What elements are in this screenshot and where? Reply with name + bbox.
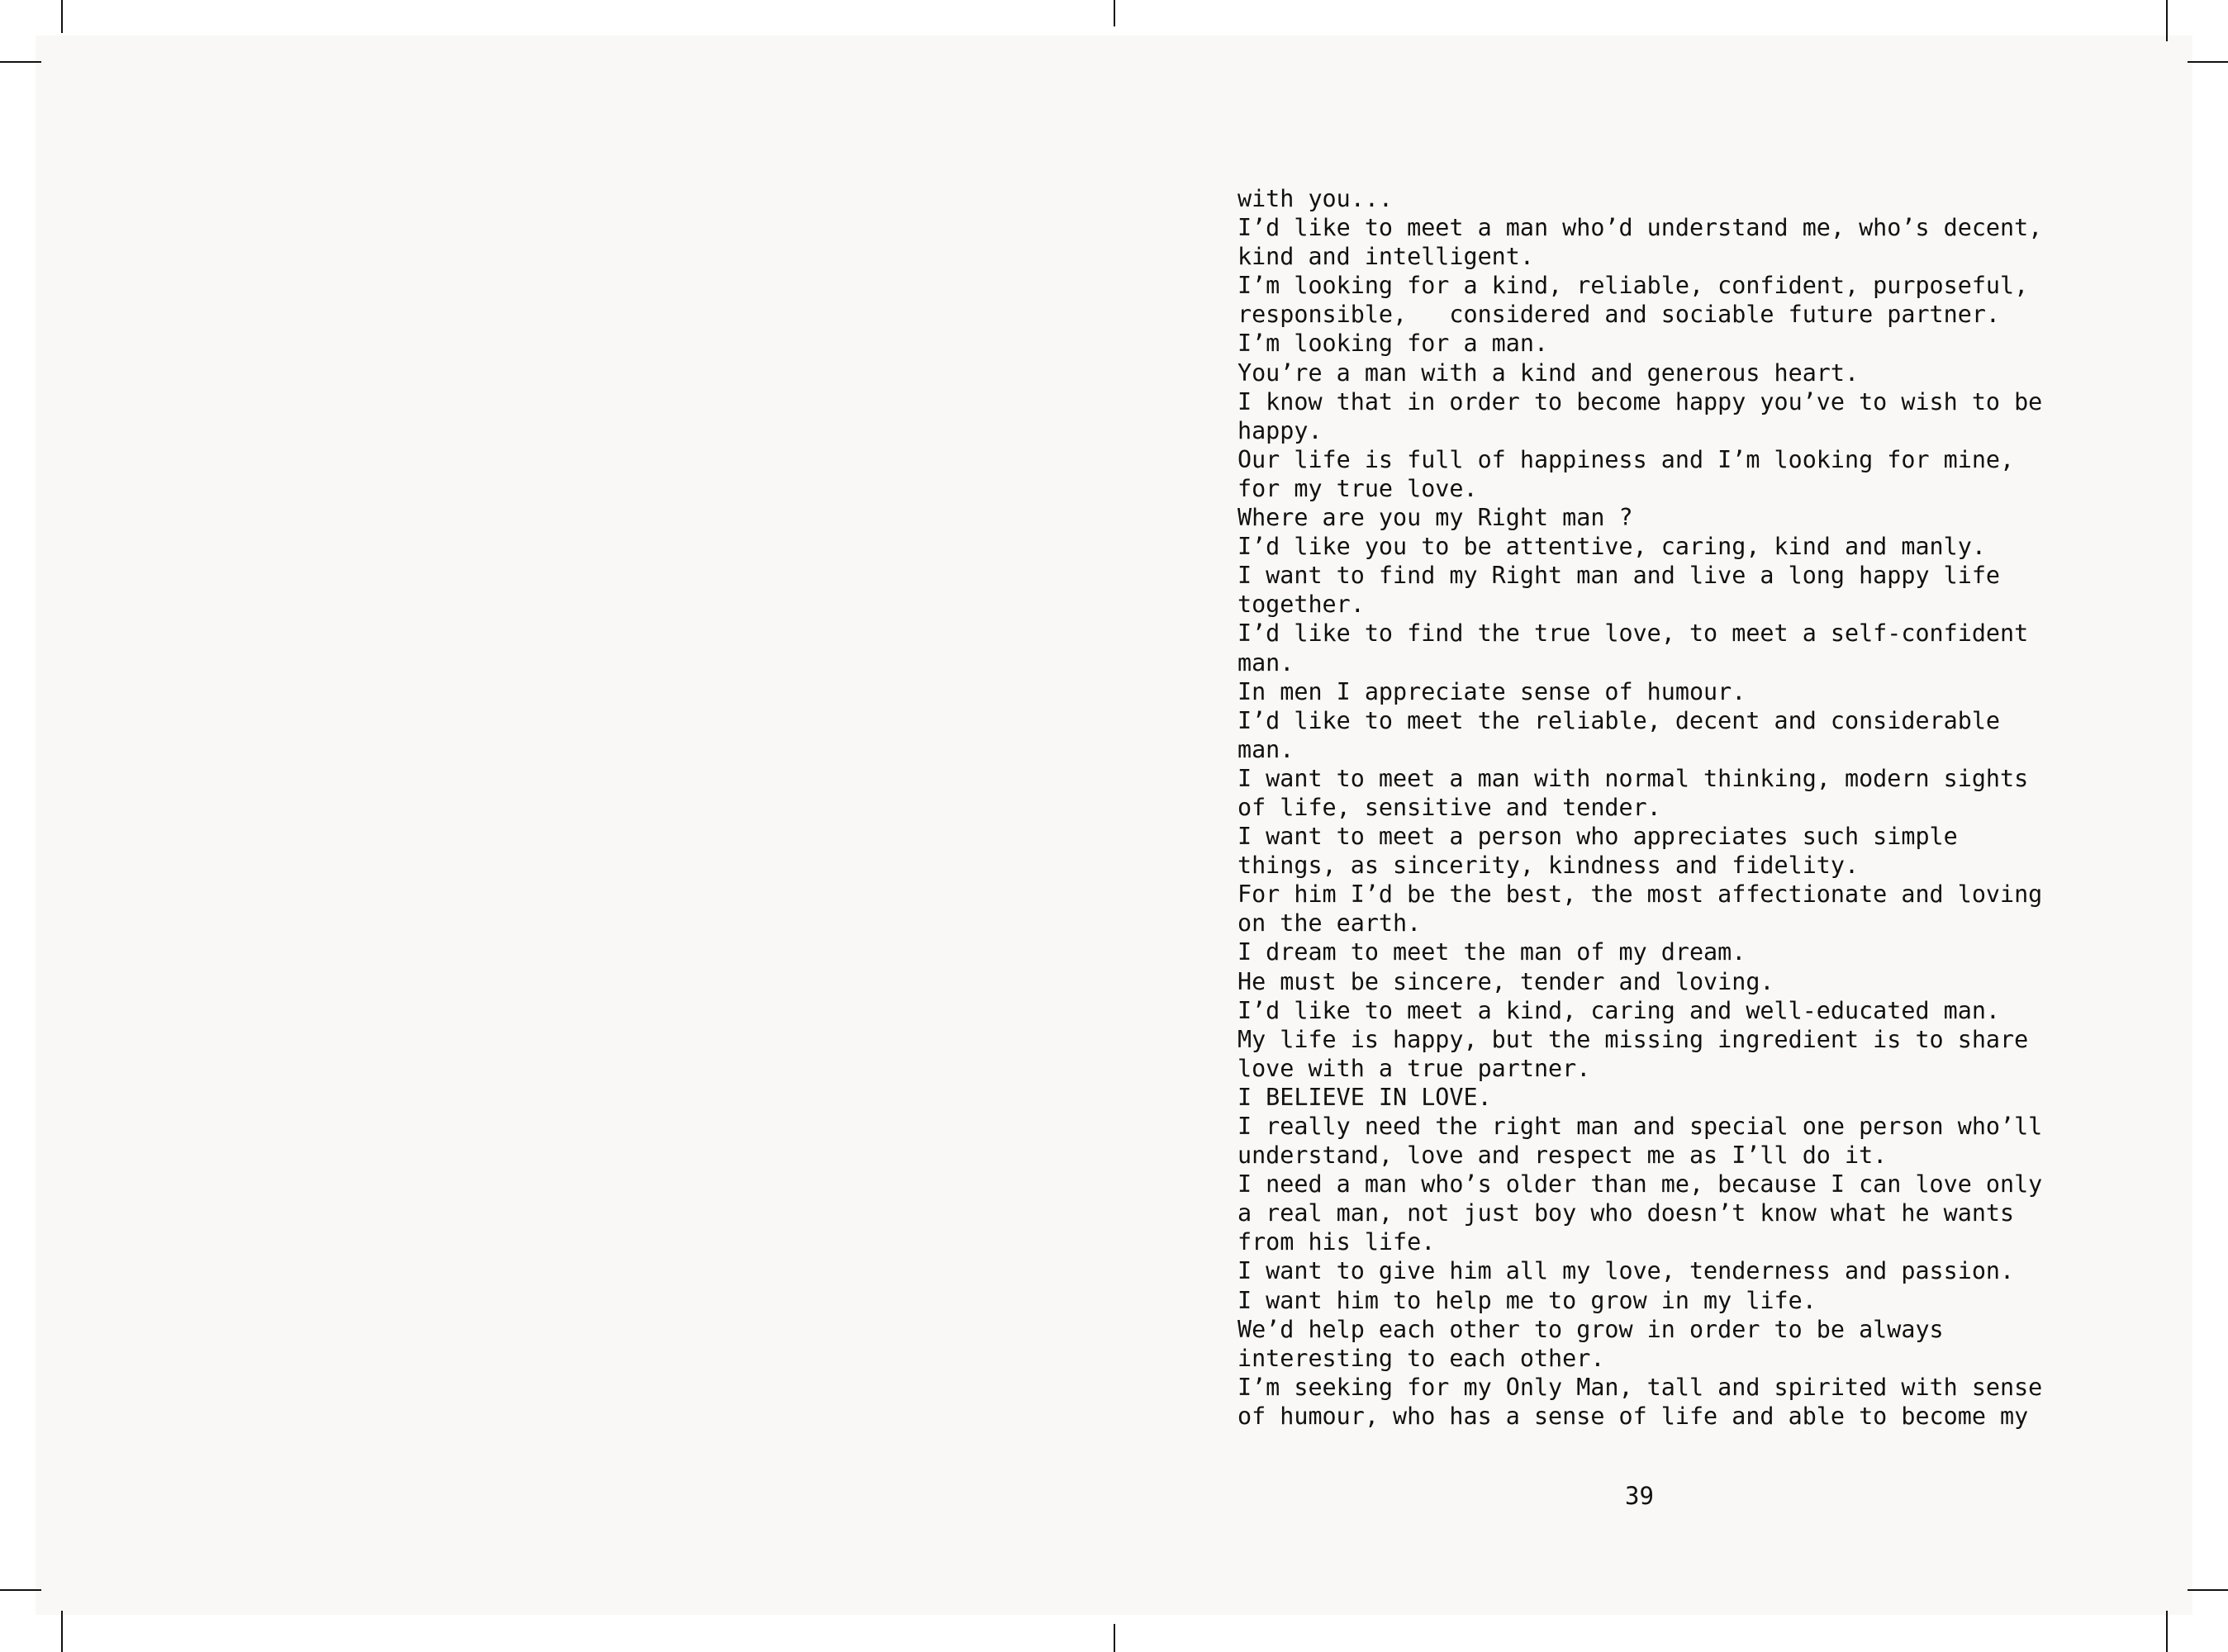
text-line: I want to meet a person who appreciates such simple [1238,823,1958,851]
text-line: I know that in order to become happy you’ve to wish to be [1238,387,2043,415]
text-line: together. [1238,591,1365,619]
crop-mark [2166,1611,2168,1652]
text-line: I really need the right man and special one person who’ll [1238,1113,2043,1140]
text-line: I’m looking for a man. [1238,330,1549,358]
text-line: We’d help each other to grow in order to be always [1238,1315,1944,1343]
crop-mark [61,0,63,33]
crop-mark [0,61,41,63]
text-line: I need a man who’s older than me, because I can love only [1238,1170,2043,1199]
text-line: man. [1238,735,1295,763]
text-line: love with a true partner. [1238,1054,1591,1082]
text-line: I want to meet a man with normal thinking, modern sights [1238,764,2029,792]
text-line: I want to find my Right man and live a long happy life [1238,562,2001,590]
crop-mark [2166,0,2168,41]
text-line: I’m seeking for my Only Man, tall and spirited with sense [1238,1373,2043,1401]
crop-mark [1114,0,1115,26]
text-line: of life, sensitive and tender. [1238,793,1661,821]
text-line: I’d like to meet a kind, caring and well-educated man. [1238,996,2001,1024]
text-line: Where are you my Right man ? [1238,504,1633,532]
text-line: I’d like to find the true love, to meet a self-confident [1238,620,2029,648]
text-line: I’d like you to be attentive, caring, kind and manly. [1238,533,1986,561]
text-line: things, as sincerity, kindness and fidelity. [1238,852,1860,880]
text-line: on the earth. [1238,909,1422,938]
crop-mark [2188,61,2228,63]
crop-mark [2188,1589,2228,1591]
text-line: In men I appreciate sense of humour. [1238,677,1746,705]
text-line: You’re a man with a kind and generous heart. [1238,358,1860,387]
text-line: I’d like to meet a man who’d understand me, who’s decent, [1238,214,2043,242]
text-line: happy. [1238,416,1323,444]
text-line: with you... [1238,185,1394,212]
text-line: He must be sincere, tender and loving. [1238,967,1774,995]
page-number: 39 [1625,1482,1654,1510]
text-line: I’m looking for a kind, reliable, confident, purposeful, [1238,272,2029,300]
page-body-text [1238,184,2064,1431]
text-line: man. [1238,648,1295,676]
text-line: I want him to help me to grow in my life. [1238,1286,1817,1314]
crop-mark [61,1611,63,1652]
crop-mark [0,1589,41,1591]
text-line: For him I’d be the best, the most affectionate and loving [1238,881,2043,909]
text-line: I want to give him all my love, tenderness and passion. [1238,1257,2015,1285]
text-line: I dream to meet the man of my dream. [1238,938,1746,966]
crop-mark [1114,1624,1115,1652]
text-line: for my true love. [1238,474,1478,502]
text-line: responsible, considered and sociable future partner. [1238,301,2001,329]
text-line: of humour, who has a sense of life and able to become my [1238,1402,2029,1430]
text-line: Our life is full of happiness and I’m looking for mine, [1238,445,2015,473]
text-line: I’d like to meet the reliable, decent and considerable [1238,706,2001,734]
text-line: a real man, not just boy who doesn’t know what he wants [1238,1199,2015,1227]
text-line: understand, love and respect me as I’ll do it. [1238,1142,1888,1170]
text-line: My life is happy, but the missing ingredient is to share [1238,1025,2029,1053]
text-line: I BELIEVE IN LOVE. [1238,1083,1492,1111]
text-line: interesting to each other. [1238,1344,1605,1372]
text-line: kind and intelligent. [1238,243,1534,271]
text-line: from his life. [1238,1228,1436,1256]
